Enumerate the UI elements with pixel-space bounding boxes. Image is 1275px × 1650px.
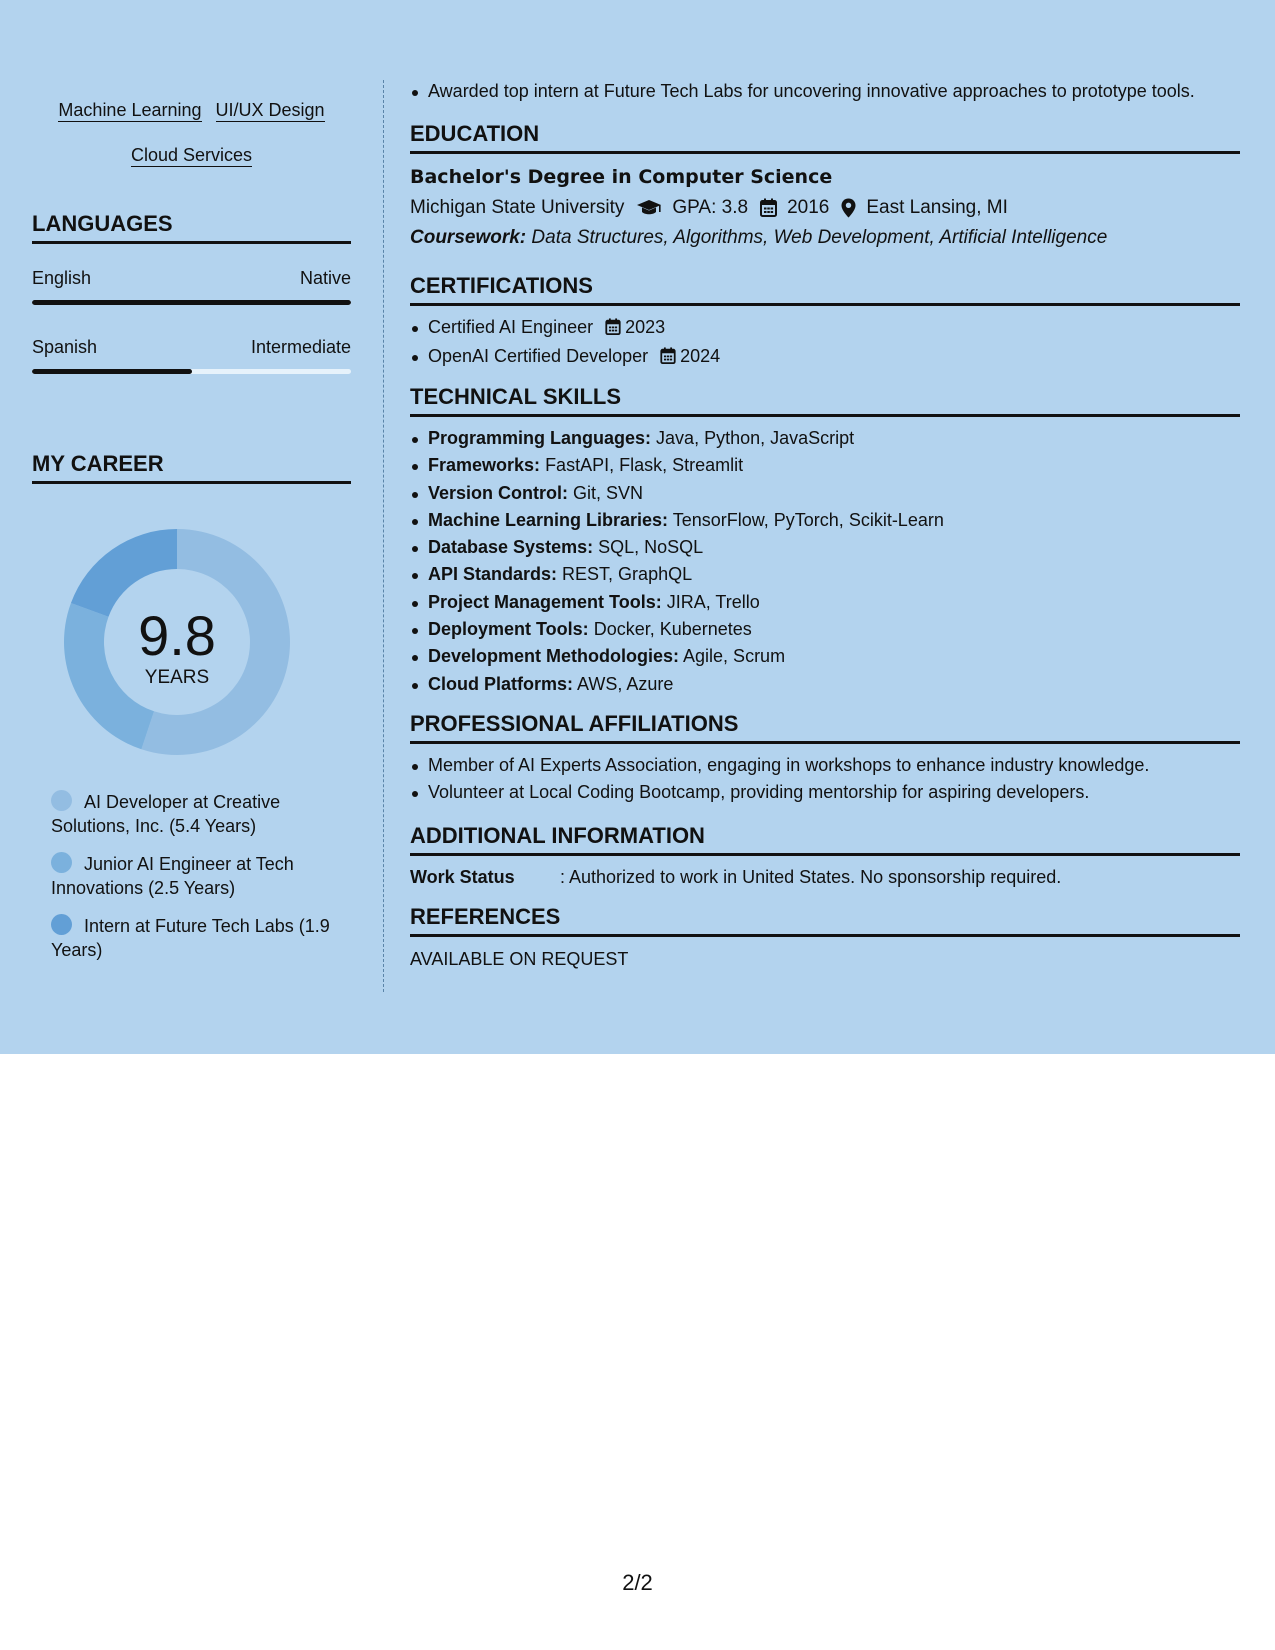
skill-value: REST, GraphQL [562, 564, 693, 585]
career-legend-item [51, 852, 351, 900]
skill-value: TensorFlow, PyTorch, Scikit-Learn [672, 509, 944, 530]
career-legend-item [51, 790, 351, 838]
affiliation-item: Member of AI Experts Association, engaging in workshops to enhance industry knowledge. [410, 752, 1240, 779]
career-legend-text: AI Developer at Creative Solutions, Inc. (5.4 Years) [51, 792, 281, 836]
experience-continued [410, 78, 1240, 105]
additional-info-section [410, 823, 1240, 890]
gpa: GPA: 3.8 [672, 197, 749, 218]
skill-label: Frameworks: [428, 455, 541, 476]
language-level: Intermediate [250, 337, 351, 357]
skill-value: Git, SVN [573, 482, 644, 503]
career-legend-text: Junior AI Engineer at Tech Innovations (2.5 Years) [51, 854, 294, 898]
certification-item [410, 314, 1240, 343]
education-details [410, 192, 1240, 223]
affiliations-section [410, 711, 1240, 807]
certification-name: Certified AI Engineer [428, 317, 594, 337]
skill-item [410, 589, 1240, 616]
skill-tag: UI/UX Design [215, 100, 325, 120]
skill-item [410, 616, 1240, 643]
career-legend-text: Intern at Future Tech Labs (1.9 Years) [51, 916, 330, 960]
graduation-cap-icon [636, 199, 662, 217]
coursework [410, 223, 1240, 253]
language-level: Native [299, 268, 351, 288]
skill-tag: Cloud Services [130, 145, 253, 165]
coursework-label: Coursework: [410, 227, 527, 248]
career-donut-chart [62, 527, 292, 757]
language-name: English [32, 268, 92, 288]
skill-value: Java, Python, JavaScript [656, 428, 855, 448]
skill-value: SQL, NoSQL [598, 537, 704, 558]
map-pin-icon [841, 198, 856, 218]
references-section [410, 904, 1240, 973]
skill-item [410, 480, 1240, 507]
skill-item [410, 643, 1240, 670]
calendar-icon [660, 345, 676, 372]
skill-tag: Machine Learning [58, 100, 202, 120]
career-total-value: 9.8 [138, 604, 216, 667]
education-section [410, 121, 1240, 253]
language-row [32, 268, 351, 289]
work-status-label: Work Status [410, 867, 515, 887]
affiliation-item: Volunteer at Local Coding Bootcamp, providing mentorship for aspiring developers. [410, 779, 1240, 806]
language-proficiency-bar [32, 300, 351, 305]
school-name: Michigan State University [410, 197, 625, 218]
page-number: 2/2 [622, 1570, 653, 1595]
skill-label: Machine Learning Libraries: [428, 509, 669, 530]
column-divider [383, 80, 384, 992]
certification-year: 2023 [625, 317, 666, 337]
career-legend [51, 790, 351, 976]
skill-item [410, 452, 1240, 479]
school-location: East Lansing, MI [866, 197, 1008, 218]
skill-item [410, 507, 1240, 534]
certification-item [410, 343, 1240, 372]
certifications-section [410, 273, 1240, 373]
skill-label: Development Methodologies: [428, 646, 680, 667]
references-heading: REFERENCES [410, 904, 1240, 937]
language-proficiency-bar [32, 369, 351, 374]
skill-value: Docker, Kubernetes [593, 619, 752, 640]
language-name: Spanish [32, 337, 98, 357]
skill-label: Project Management Tools: [428, 591, 662, 612]
skill-label: Database Systems: [428, 537, 594, 558]
skill-label: Cloud Platforms: [428, 673, 574, 694]
calendar-icon [605, 316, 621, 343]
work-status-value: : Authorized to work in United States. No sponsorship required. [560, 867, 1062, 887]
legend-dot-icon [51, 790, 72, 811]
coursework-list: Data Structures, Algorithms, Web Development, Artificial Intelligence [531, 227, 1108, 248]
work-status-row [410, 864, 1240, 890]
career-heading: MY CAREER [32, 451, 351, 484]
skill-tags [32, 88, 351, 178]
skill-value: FastAPI, Flask, Streamlit [545, 455, 744, 476]
technical-skills-heading: TECHNICAL SKILLS [410, 384, 1240, 417]
language-proficiency-fill [32, 300, 351, 305]
experience-bullet: Awarded top intern at Future Tech Labs for uncovering innovative approaches to prototype tools. [410, 78, 1240, 105]
language-proficiency-fill [32, 369, 192, 374]
certifications-heading: CERTIFICATIONS [410, 273, 1240, 306]
technical-skills-section [410, 384, 1240, 698]
career-legend-item [51, 914, 351, 962]
skill-value: JIRA, Trello [666, 591, 760, 612]
affiliations-heading: PROFESSIONAL AFFILIATIONS [410, 711, 1240, 744]
skill-item [410, 425, 1240, 452]
skill-item [410, 561, 1240, 588]
language-row [32, 337, 351, 358]
calendar-icon [760, 198, 777, 217]
skill-item [410, 671, 1240, 698]
skill-label: API Standards: [428, 564, 558, 585]
additional-info-heading: ADDITIONAL INFORMATION [410, 823, 1240, 856]
skill-item [410, 534, 1240, 561]
certification-name: OpenAI Certified Developer [428, 346, 649, 367]
skill-value: AWS, Azure [577, 673, 674, 694]
references-text: AVAILABLE ON REQUEST [410, 949, 629, 969]
graduation-year: 2016 [787, 197, 830, 218]
skill-value: Agile, Scrum [683, 646, 786, 667]
education-heading: EDUCATION [410, 121, 1240, 154]
career-total-unit: YEARS [144, 667, 210, 688]
languages-heading: LANGUAGES [32, 211, 351, 244]
skill-label: Version Control: [428, 482, 569, 503]
certification-year: 2024 [680, 346, 721, 367]
legend-dot-icon [51, 914, 72, 935]
degree-title: Bachelor's Degree in Computer Science [410, 166, 833, 188]
skill-label: Deployment Tools: [428, 619, 589, 640]
legend-dot-icon [51, 852, 72, 873]
skill-label: Programming Languages: [428, 428, 652, 448]
